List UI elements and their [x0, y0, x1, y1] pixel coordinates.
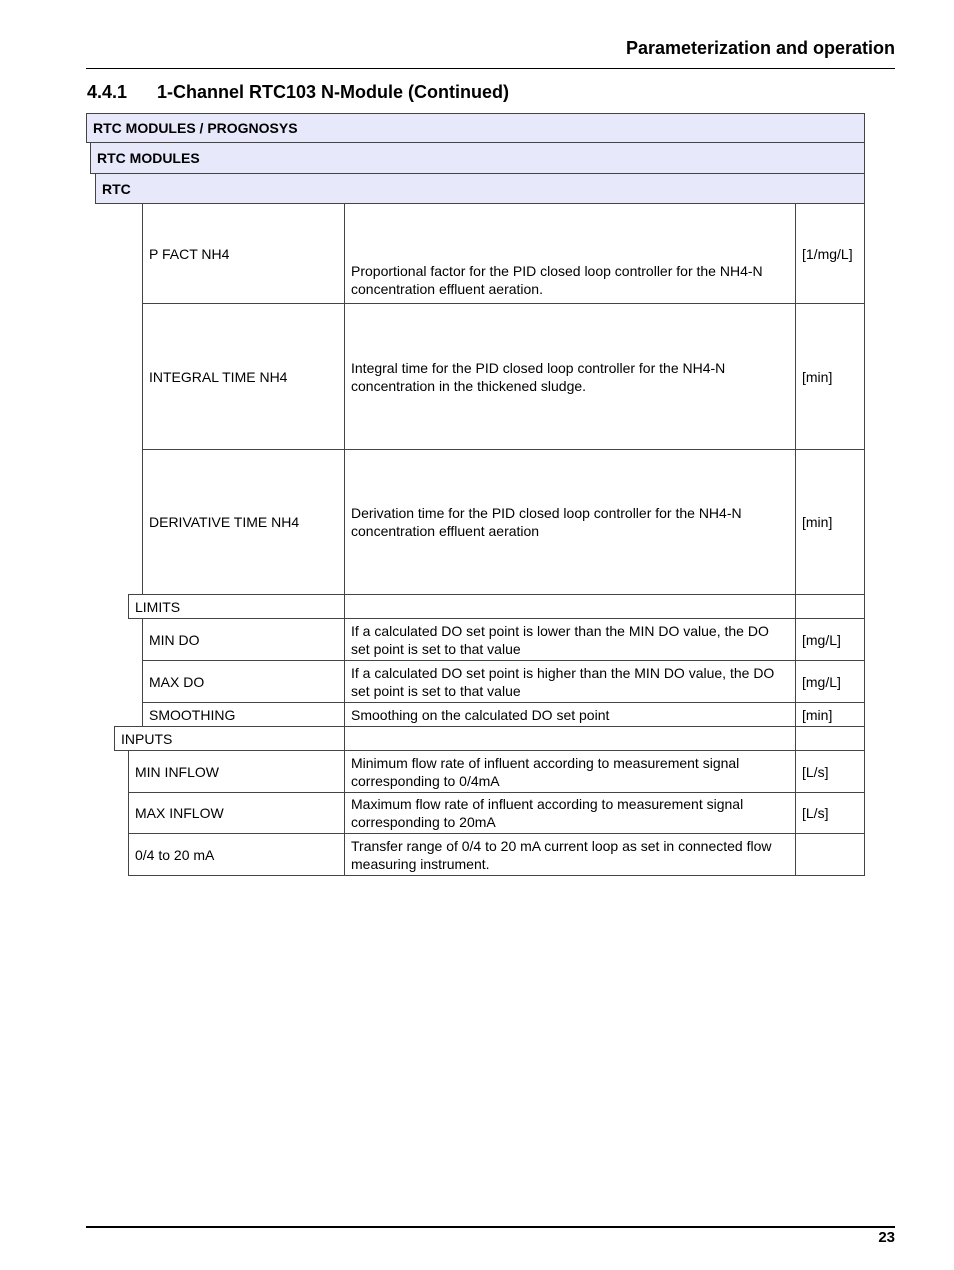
param-current-range-description: Transfer range of 0/4 to 20 mA current loop as set in connected flow measuring instrument. [344, 833, 796, 876]
chapter-title: Parameterization and operation [625, 38, 895, 58]
param-current-range-unit [795, 833, 865, 876]
param-max-inflow-unit: [L/s] [795, 792, 865, 834]
param-p-fact-nh4-description: Proportional factor for the PID closed loop controller for the NH4-N concentration effluent aeration. [344, 203, 796, 304]
param-p-fact-nh4-unit: [1/mg/L] [795, 203, 865, 304]
group-inputs-unit [795, 726, 865, 751]
param-max-inflow-description: Maximum flow rate of influent according to measurement signal corresponding to 20mA [344, 792, 796, 834]
group-inputs: INPUTS [114, 726, 345, 751]
param-integral-time-nh4-unit: [min] [795, 303, 865, 450]
param-derivative-time-nh4: DERIVATIVE TIME NH4 [142, 449, 345, 595]
group-limits: LIMITS [128, 594, 345, 619]
param-max-do-description: If a calculated DO set point is higher than the MIN DO value, the DO set point is set to that value [344, 660, 796, 703]
param-max-do: MAX DO [142, 660, 345, 703]
group-inputs-description [344, 726, 796, 751]
param-smoothing-description: Smoothing on the calculated DO set point [344, 702, 796, 727]
section-number: 4.4.1 [87, 82, 128, 102]
param-integral-time-nh4-description: Integral time for the PID closed loop controller for the NH4-N concentration in the thickened sludge. [344, 303, 796, 450]
section-heading [87, 82, 509, 103]
group-limits-unit [795, 594, 865, 619]
param-min-inflow-unit: [L/s] [795, 750, 865, 793]
menu-level-rtc: RTC [95, 173, 865, 204]
section-title: 1-Channel RTC103 N-Module (Continued) [157, 82, 509, 102]
group-limits-description [344, 594, 796, 619]
param-smoothing: SMOOTHING [142, 702, 345, 727]
param-min-do-unit: [mg/L] [795, 618, 865, 661]
param-current-range: 0/4 to 20 mA [128, 833, 345, 876]
footer-rule [86, 1226, 895, 1228]
param-derivative-time-nh4-unit: [min] [795, 449, 865, 595]
param-min-inflow: MIN INFLOW [128, 750, 345, 793]
param-p-fact-nh4: P FACT NH4 [142, 203, 345, 304]
menu-level-rtc-modules-prognosys: RTC MODULES / PROGNOSYS [86, 113, 865, 143]
param-min-do: MIN DO [142, 618, 345, 661]
param-min-do-description: If a calculated DO set point is lower than the MIN DO value, the DO set point is set to that value [344, 618, 796, 661]
param-min-inflow-description: Minimum flow rate of influent according to measurement signal corresponding to 0/4mA [344, 750, 796, 793]
param-smoothing-unit: [min] [795, 702, 865, 727]
param-derivative-time-nh4-description: Derivation time for the PID closed loop controller for the NH4-N concentration effluent aeration [344, 449, 796, 595]
param-integral-time-nh4: INTEGRAL TIME NH4 [142, 303, 345, 450]
header-rule [86, 68, 895, 69]
page-number: 23 [878, 1229, 895, 1246]
param-max-inflow: MAX INFLOW [128, 792, 345, 834]
menu-level-rtc-modules: RTC MODULES [90, 142, 865, 174]
param-max-do-unit: [mg/L] [795, 660, 865, 703]
